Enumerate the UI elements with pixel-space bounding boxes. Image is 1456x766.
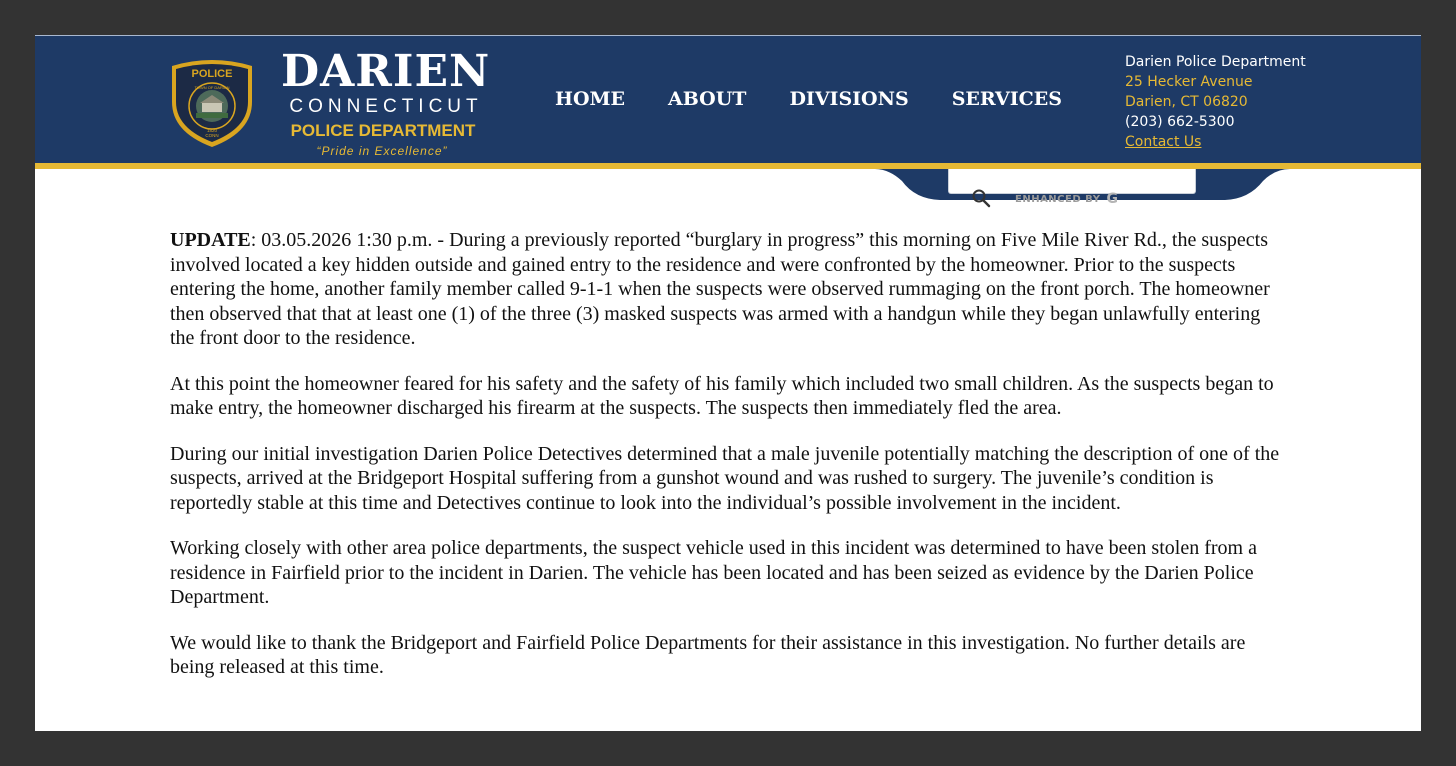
nav-about[interactable]: ABOUT (668, 88, 747, 110)
badge-state: CONN (205, 133, 219, 138)
contact-us-link[interactable]: Contact Us (1125, 134, 1202, 150)
search-enhanced-label (1015, 191, 1118, 207)
nav-home[interactable]: HOME (555, 88, 626, 110)
article-paragraph: During our initial investigation Darien Police Detectives determined that a male juvenile potentially matching the description of one of the suspects, arrived at the Bridgeport Hospital suffering from a gunshot wound and was rushed to surgery. The juvenile’s condition is reportedly stable at this time and Detectives continue to look into the individual’s possible involvement in the incident. (170, 442, 1280, 514)
police-badge-logo[interactable] (168, 58, 256, 148)
badge-top-text: POLICE (191, 68, 233, 80)
article-body (170, 228, 1285, 701)
enhanced-by-text: ENHANCED BY (1015, 193, 1101, 205)
update-label: UPDATE (170, 229, 251, 251)
brand-motto: “Pride in Excellence” (316, 144, 448, 158)
brand-department: POLICE DEPARTMENT (290, 121, 476, 140)
browser-page (35, 35, 1421, 731)
article-paragraph: We would like to thank the Bridgeport and Fairfield Police Departments for their assistance in this investigation. No further details are being released at this time. (170, 631, 1246, 678)
brand-subtitle: CONNECTICUT (289, 96, 483, 117)
nav-services[interactable]: SERVICES (951, 88, 1062, 110)
contact-street: 25 Hecker Avenue (1125, 74, 1253, 90)
google-g-icon: G (1106, 191, 1119, 207)
brand-title: DARIEN (281, 46, 491, 97)
article-paragraph (170, 228, 1285, 351)
contact-dept-name: Darien Police Department (1125, 54, 1306, 70)
contact-city: Darien, CT 06820 (1125, 94, 1248, 110)
site-header (35, 35, 1421, 163)
article-paragraph: Working closely with other area police departments, the suspect vehicle used in this incident was determined to have been stolen from a residence in Fairfield prior to the incident in Darien. The vehicle has been located and has been seized as evidence by the Darien Police Department. (170, 537, 1257, 608)
badge-ring-text: TOWN OF DARIEN (194, 85, 230, 90)
nav-divisions[interactable]: DIVISIONS (789, 88, 909, 110)
brand-block[interactable] (281, 46, 491, 160)
main-nav (555, 88, 1062, 110)
contact-block (1125, 52, 1306, 152)
contact-phone: (203) 662-5300 (1125, 114, 1235, 130)
update-text: : 03.05.2026 1:30 p.m. - During a previously reported “burglary in progress” this morning on Five Mile River Rd., the suspects involved located a key hidden outside and gained entry to the residence and were confronted by the homeowner. Prior to the suspects entering the home, another family member called 9-1-1 when the suspects were observed rummaging on the front porch. The homeowner then observed that that at least one (1) of the three (3) masked suspects was armed with a handgun while they began unlawfully entering the front door to the residence. (170, 229, 1270, 349)
magnifier-icon[interactable] (971, 188, 991, 208)
badge-founded: 1820 (206, 128, 218, 133)
article-paragraph: At this point the homeowner feared for his safety and the safety of his family which included two small children. As the suspects began to make entry, the homeowner discharged his firearm at the suspects. The suspects then immediately fled the area. (170, 372, 1274, 419)
